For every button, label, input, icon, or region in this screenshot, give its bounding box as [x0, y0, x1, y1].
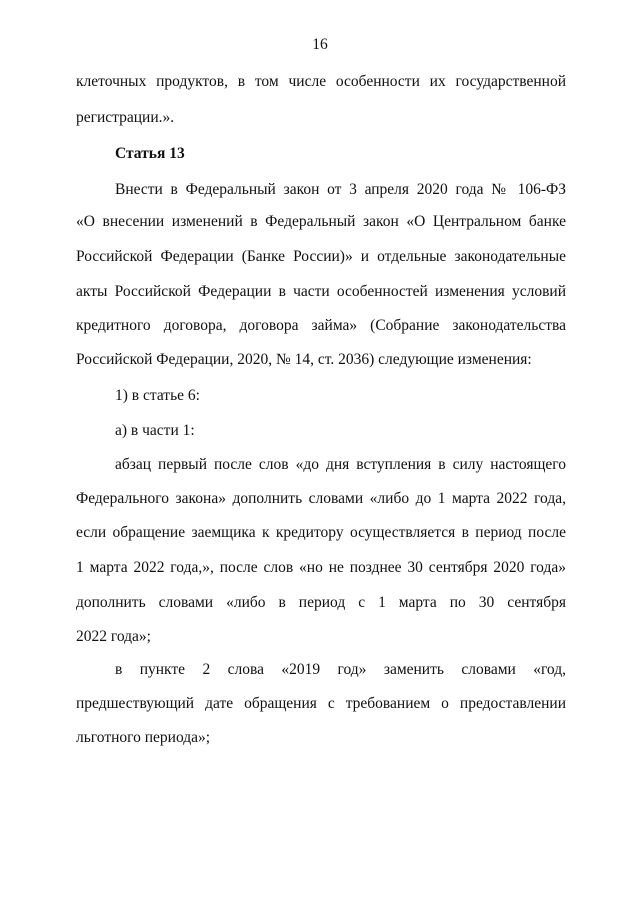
text-line: Российской Федерации, 2020, № 14, ст. 2036) следующие изменения:	[76, 351, 532, 368]
text-line: регистрации.».	[76, 109, 175, 126]
text-line: абзац первый после слов «до дня вступления в силу настоящего	[115, 456, 566, 473]
article-heading: Статья 13	[115, 145, 185, 162]
list-subitem-a: а) в части 1:	[115, 422, 195, 439]
text-line: «О внесении изменений в Федеральный закон «О Центральном банке	[76, 213, 566, 230]
list-item-1: 1) в статье 6:	[115, 387, 200, 404]
text-line: 2022 года»;	[76, 628, 151, 645]
text-line: предшествующий дате обращения с требованием о предоставлении	[76, 695, 566, 712]
text-line: Федерального закона» дополнить словами «либо до 1 марта 2022 года,	[76, 490, 566, 507]
text-line: дополнить словами «либо в период с 1 марта по 30 сентября	[76, 594, 566, 611]
text-line: 1 марта 2022 года,», после слов «но не позднее 30 сентября 2020 года»	[76, 559, 566, 576]
text-line: кредитного договора, договора займа» (Собрание законодательства	[76, 317, 566, 334]
text-line: если обращение заемщика к кредитору осуществляется в период после	[76, 524, 566, 541]
text-line: акты Российской Федерации в части особенностей изменения условий	[76, 283, 566, 300]
text-line: в пункте 2 слова «2019 год» заменить словами «год,	[115, 661, 566, 678]
page-number: 16	[312, 36, 328, 53]
text-line: Внести в Федеральный закон от 3 апреля 2020 года № 106-ФЗ	[115, 181, 566, 198]
text-line: клеточных продуктов, в том числе особенности их государственной	[76, 73, 566, 90]
text-line: Российской Федерации (Банке России)» и отдельные законодательные	[76, 248, 566, 265]
text-line: льготного периода»;	[76, 729, 211, 746]
